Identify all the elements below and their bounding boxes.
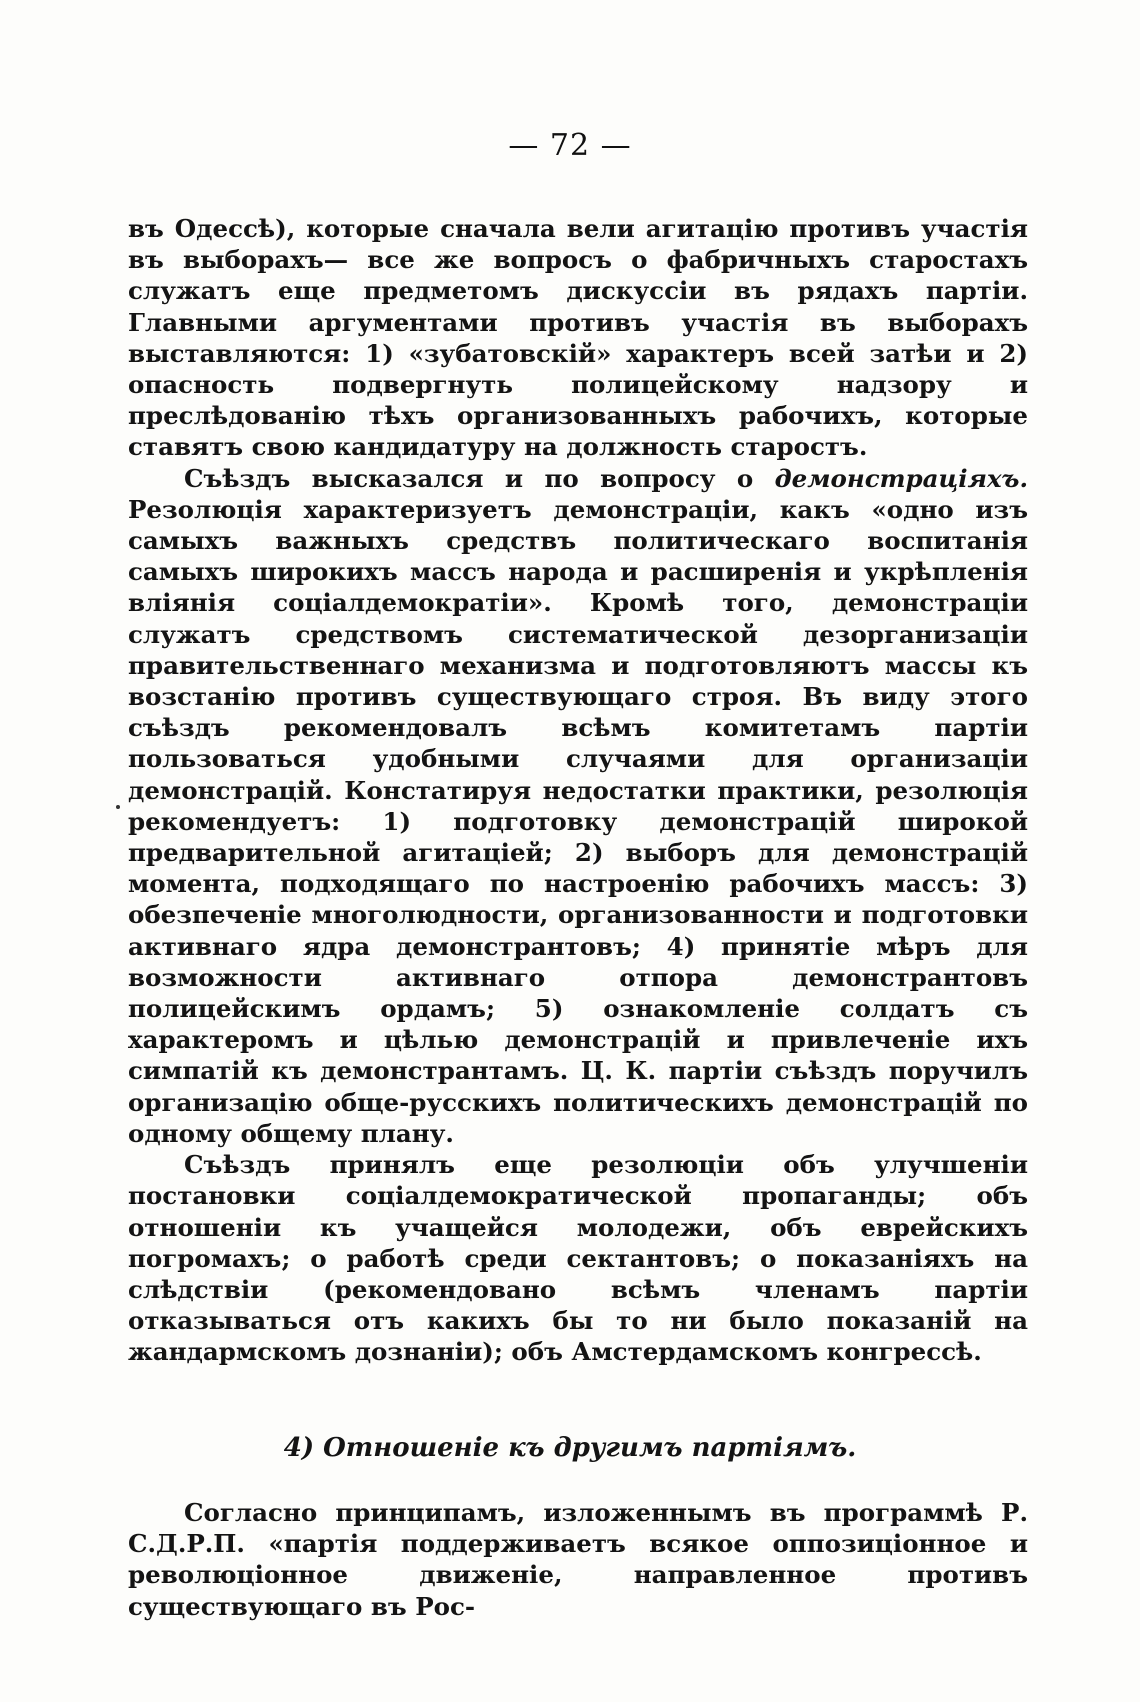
margin-speck xyxy=(116,805,120,809)
paragraph-1: въ Одессѣ), которые сначала вели агитацію противъ участія въ выборахъ— все же вопросъ о фабричныхъ старостахъ служатъ еще предметомъ дискуссіи въ рядахъ партіи. Главными аргументами противъ участія въ выборахъ выставляются: 1) «зубатовскій» характеръ всей затѣи и 2) опасность подвергнуть полицейскому надзору и преслѣдованію тѣхъ организованныхъ рабочихъ, которые ставятъ свою кандидатуру на должность старостъ. xyxy=(128,214,1028,462)
paragraph-4: Согласно принципамъ, изложеннымъ въ программѣ Р. С.Д.Р.П. «партія поддерживаетъ всякое оппозиціонное и революціонное движеніе, направленное противъ существующаго въ Рос- xyxy=(128,1498,1028,1621)
page-number: — 72 — xyxy=(508,128,632,163)
paragraph-2-emphasis: демонстраціяхъ. xyxy=(774,463,1028,493)
body-text-bottom xyxy=(128,1497,1028,1622)
paragraph-3: Съѣздъ принялъ еще резолюціи объ улучшеніи постановки соціалдемократической пропаганды; объ отношеніи къ учащейся молодежи, объ еврейскихъ погромахъ; о работѣ среди сектантовъ; о показаніяхъ на слѣдствіи (рекомендовано всѣмъ членамъ партіи отказываться отъ какихъ бы то ни было показаній на жандармскомъ дознаніи); объ Амстердамскомъ конгрессѣ. xyxy=(128,1150,1028,1367)
body-text-top xyxy=(128,213,1028,1368)
paragraph-2-lead: Съѣздъ высказался и по вопросу о xyxy=(184,463,775,493)
section-heading: 4) Отношеніе къ другимъ партіямъ. xyxy=(283,1433,857,1463)
paragraph-2-rest: Резолюція характеризуетъ демонстраціи, какъ «одно изъ самыхъ важныхъ средствъ политическаго воспитанія самыхъ широкихъ массъ народа и расширенія и укрѣпленія вліянія соціалдемократіи». Кромѣ того, демонстраціи служатъ средствомъ систематической дезорганизаціи правительственнаго механизма и подготовляютъ массы къ возстанію противъ существующаго строя. Въ виду этого съѣздъ рекомендовалъ всѣмъ комитетамъ партіи пользоваться удобными случаями для организаціи демонстрацій. Констатируя недостатки практики, резолюція рекомендуетъ: 1) подготовку демонстрацій широкой предварительной агитаціей; 2) выборъ для демонстрацій момента, подходящаго по настроенію рабочихъ массъ: 3) обезпеченіе многолюдности, организованности и подготовки активнаго ядра демонстрантовъ; 4) принятіе мѣръ для возможности активнаго отпора демонстрантовъ полицейскимъ ордамъ; 5) ознакомленіе солдатъ съ характеромъ и цѣлью демонстрацій и привлеченіе ихъ симпатій къ демонстрантамъ. Ц. К. партіи съѣздъ поручилъ организацію обще-русскихъ политическихъ демонстрацій по одному общему плану. xyxy=(128,494,1028,1148)
paragraph-2 xyxy=(128,463,1028,1149)
